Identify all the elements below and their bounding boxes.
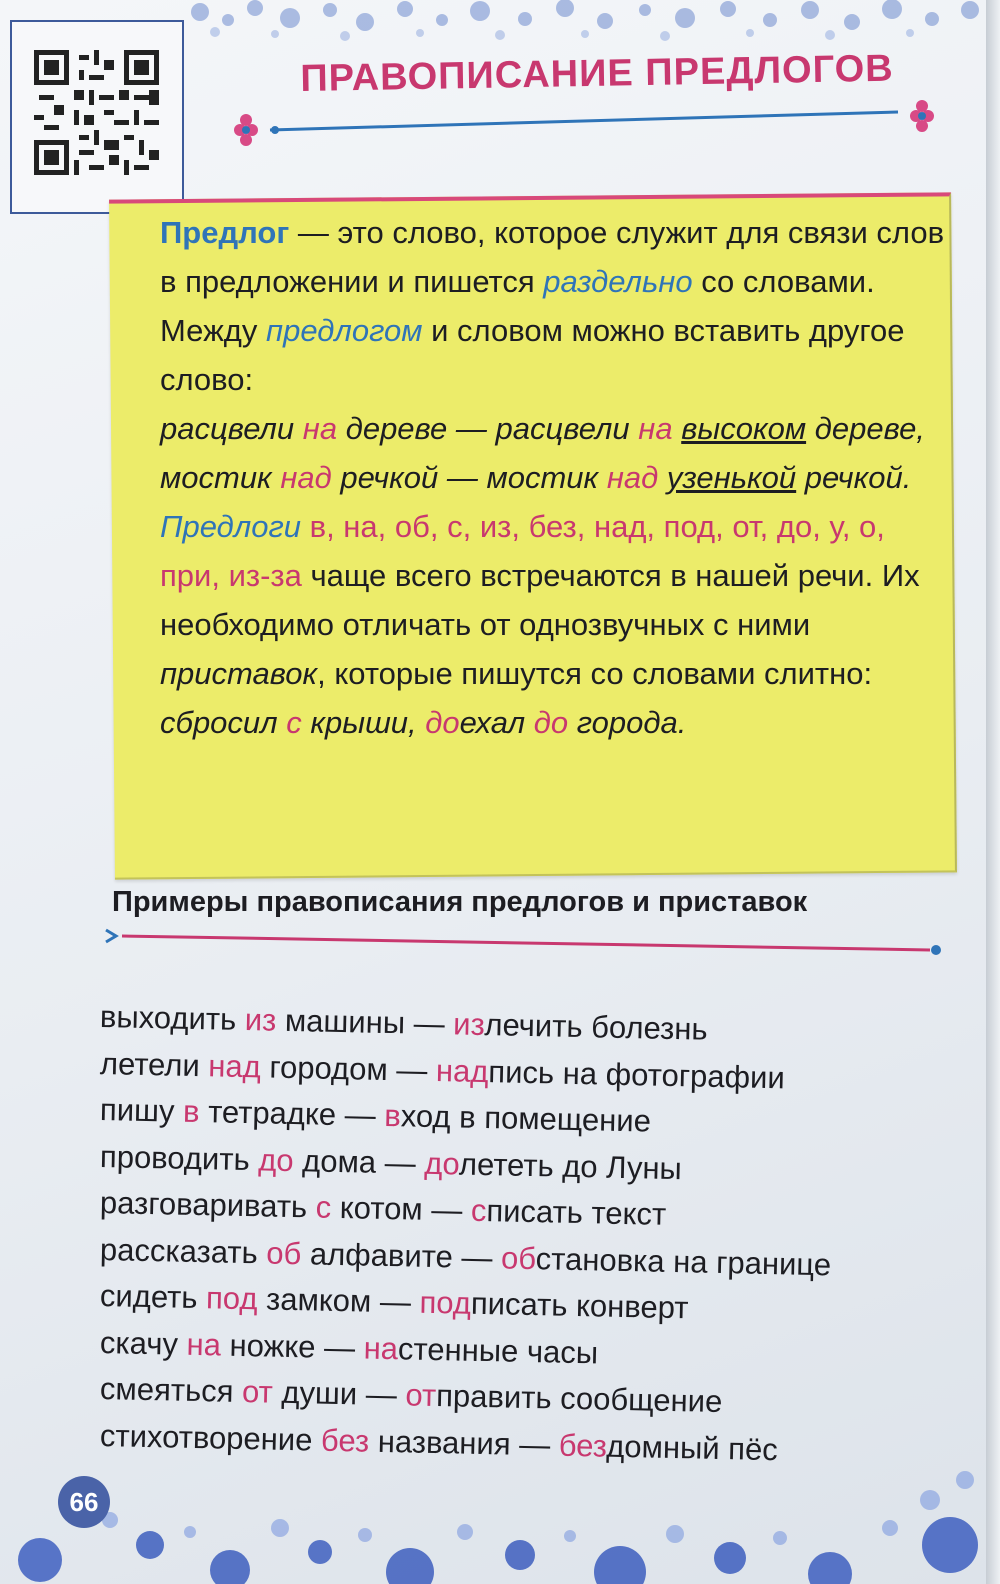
example-row: рассказать об алфавите — обстановка на границе [99,1231,832,1282]
page-number: 66 [58,1476,110,1528]
bottom-dot-border [0,1440,990,1584]
example-row: проводить до дома — долететь до Луны [99,1138,683,1186]
qr-code-icon [34,50,159,175]
example-row: выходить из машины — излечить болезнь [99,999,708,1047]
flower-right-icon [910,100,934,132]
page-edge [986,0,1000,1584]
example-row: сидеть под замком — подписать конверт [99,1278,689,1326]
rule-definition: Предлог — это слово, которое служит для связи слов в предложении и пишется раздельно со словами. [160,215,945,299]
examples-list [99,994,960,1467]
example-row: разговаривать с котом — списать текст [99,1185,667,1232]
rule-insert-word: Между предлогом и словом можно вставить другое слово: [160,313,905,397]
rule-prepositions-list: Предлоги в, на, об, с, из, без, над, под, от, до, у, о, при, из-за чаще всего встречаются в нашей речи. Их необходимо отличать от однозвучных с ними приставок, которые пишутся со словами слитно: [160,509,920,691]
rule-text [128,208,946,747]
examples-heading: Примеры правописания предлогов и приставок [112,886,808,918]
example-row: летели над городом — надпись на фотографии [99,1045,786,1095]
title-divider [230,100,950,160]
example-row: стихотворение без названия — бездомный пёс [99,1417,779,1467]
page-title: ПРАВОПИСАНИЕ ПРЕДЛОГОВ [300,47,895,100]
rule-example: расцвели на дереве — расцвели на высоком дереве, мостик над речкой — мостик над узенькой речкой. [160,411,925,495]
example-row: смеяться от души — отправить сообщение [99,1371,723,1420]
examples-divider [100,924,950,964]
flower-left-icon [234,114,258,146]
example-row: скачу на ножке — настенные часы [99,1324,599,1370]
example-row: пишу в тетрадке — вход в помещение [99,1092,652,1139]
qr-code-frame[interactable] [10,20,184,214]
top-dot-border [180,0,990,55]
rule-prefix-example: сбросил с крыши, доехал до города. [160,705,687,740]
